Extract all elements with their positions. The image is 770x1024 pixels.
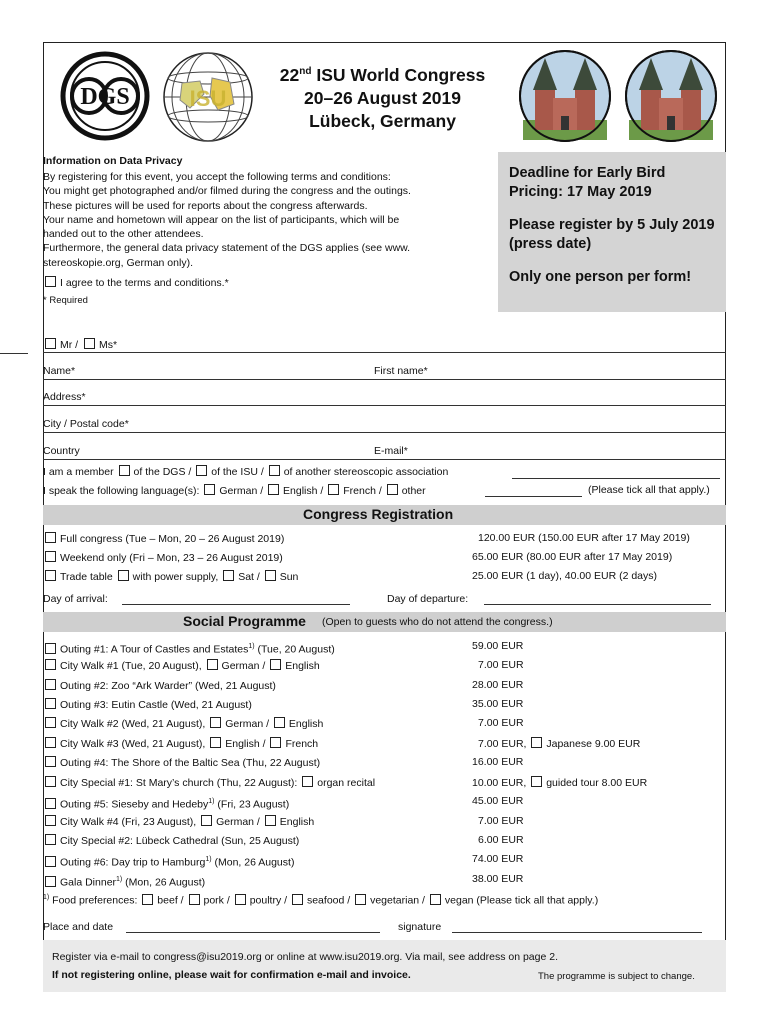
required-note: * Required: [43, 295, 88, 306]
sat-checkbox[interactable]: [223, 570, 234, 581]
cw3-english-label: English /: [225, 738, 266, 750]
city-walk-1-label: City Walk #1 (Tue, 20 August),: [60, 660, 202, 672]
member-other-label: of another stereoscopic association: [283, 466, 449, 478]
privacy-heading: Information on Data Privacy: [43, 155, 183, 167]
city-input-line[interactable]: [43, 432, 726, 433]
pork-checkbox[interactable]: [189, 894, 200, 905]
other-association-input-line[interactable]: [512, 478, 720, 479]
privacy-line: stereoskopie.org, German only).: [43, 256, 193, 269]
fold-mark: [0, 353, 28, 354]
address-label: Address*: [43, 391, 86, 403]
ms-label: Ms*: [99, 339, 118, 351]
city-walk-2-price: 7.00 EUR: [478, 717, 524, 729]
languages-row: [43, 484, 426, 498]
weekend-row: [45, 551, 283, 565]
footnote-marker: 1): [43, 894, 50, 901]
city-walk-1-checkbox[interactable]: [45, 659, 56, 670]
outing-5-date: (Fri, 23 August): [214, 798, 290, 811]
outing-1-date: (Tue, 20 August): [254, 643, 335, 656]
register-by-date: Please register by 5 July 2019 (press date): [509, 217, 715, 252]
lang-english-label: English /: [283, 485, 324, 497]
outing-2-row: [45, 679, 276, 693]
trade-table-row: [45, 570, 298, 584]
cw1-german-checkbox[interactable]: [207, 659, 218, 670]
outing-2-label: Outing #2: Zoo “Ark Warder” (Wed, 21 August): [60, 680, 276, 692]
outing-3-row: [45, 698, 252, 712]
lang-other-label: other: [401, 485, 426, 497]
outing-2-checkbox[interactable]: [45, 679, 56, 690]
seafood-label: seafood /: [306, 894, 351, 907]
gala-dinner-price: 38.00 EUR: [472, 873, 524, 885]
sat-label: Sat /: [238, 571, 260, 583]
outing-5-price: 45.00 EUR: [472, 795, 524, 807]
country-label: Country: [43, 445, 80, 457]
vegan-checkbox[interactable]: [430, 894, 441, 905]
address-input-line[interactable]: [43, 405, 726, 406]
cw1-english-checkbox[interactable]: [270, 659, 281, 670]
vegetarian-label: vegetarian /: [370, 894, 425, 907]
privacy-text: [43, 170, 411, 270]
city-special-1-price: 10.00 EUR,: [472, 777, 527, 789]
cw3-english-checkbox[interactable]: [210, 737, 221, 748]
event-title-block: [255, 60, 510, 133]
cw4-german-label: German /: [216, 816, 260, 828]
city-label: City / Postal code*: [43, 418, 129, 430]
footnote-marker: 1): [116, 876, 123, 883]
full-congress-checkbox[interactable]: [45, 532, 56, 543]
agree-terms-checkbox[interactable]: [45, 276, 56, 287]
cw2-english-checkbox[interactable]: [274, 717, 285, 728]
outing-6-label: Outing #6: Day trip to Hamburg: [60, 856, 206, 869]
city-walk-2-row: [45, 717, 323, 731]
lang-other-checkbox[interactable]: [387, 484, 398, 495]
outing-6-row: [45, 853, 294, 870]
city-walk-4-checkbox[interactable]: [45, 815, 56, 826]
organ-recital-label: organ recital: [317, 777, 376, 789]
outing-5-label: Outing #5: Sieseby and Hedeby: [60, 798, 209, 811]
departure-input-line[interactable]: [484, 604, 711, 605]
outing-6-price: 74.00 EUR: [472, 853, 524, 865]
outing-6-checkbox[interactable]: [45, 856, 56, 867]
mr-label: Mr /: [60, 339, 79, 351]
lang-english-checkbox[interactable]: [268, 484, 279, 495]
lang-german-label: German /: [219, 485, 264, 497]
organ-recital-checkbox[interactable]: [302, 776, 313, 787]
footer-change-note: The programme is subject to change.: [538, 971, 695, 982]
privacy-line: handed out to the other attendees.: [43, 228, 204, 241]
social-programme-subtitle: (Open to guests who do not attend the congress.): [322, 616, 553, 628]
salutation-line: [43, 352, 726, 353]
event-dates: 20–26 August 2019: [304, 87, 461, 108]
city-walk-3-price: 7.00 EUR,: [478, 738, 527, 750]
outing-6-date: (Mon, 26 August): [211, 856, 295, 869]
dgs-logo: [55, 50, 165, 142]
outing-3-checkbox[interactable]: [45, 698, 56, 709]
city-walk-1-row: [45, 659, 320, 673]
holstentor-icon: [626, 51, 716, 141]
outing-4-label: Outing #4: The Shore of the Baltic Sea (Thu, 22 August): [60, 757, 321, 769]
lang-french-label: French /: [343, 485, 382, 497]
full-congress-row: [45, 532, 284, 546]
outing-5-checkbox[interactable]: [45, 798, 56, 809]
cw3-japanese-label: Japanese 9.00 EUR: [546, 738, 641, 750]
ms-checkbox[interactable]: [84, 338, 95, 349]
place-date-input-line[interactable]: [126, 932, 380, 933]
footer-confirmation-note: If not registering online, please wait for confirmation e-mail and invoice.: [52, 969, 411, 981]
gala-dinner-label: Gala Dinner: [60, 876, 117, 889]
arrival-label: Day of arrival:: [43, 593, 108, 605]
city-special-1-price-row: [472, 776, 647, 789]
early-bird-deadline: Deadline for Early Bird Pricing: 17 May 2019: [509, 165, 666, 200]
congress-registration-title: Congress Registration: [303, 506, 454, 522]
member-dgs-checkbox[interactable]: [119, 465, 130, 476]
outing-1-row: [45, 640, 335, 657]
outing-4-checkbox[interactable]: [45, 756, 56, 767]
languages-note: (Please tick all that apply.): [588, 484, 710, 496]
beef-label: beef /: [157, 894, 184, 907]
outing-3-label: Outing #3: Eutin Castle (Wed, 21 August): [60, 699, 252, 711]
member-isu-label: of the ISU /: [211, 466, 264, 478]
congress-registration-bar: [43, 505, 726, 525]
salutation-row: [45, 338, 117, 352]
social-programme-bar: [43, 612, 726, 632]
vegetarian-checkbox[interactable]: [355, 894, 366, 905]
isu-globe-logo: [160, 48, 256, 146]
agree-terms-row: [45, 276, 229, 290]
outing-1-price: 59.00 EUR: [472, 640, 524, 652]
city-special-1-label: City Special #1: St Mary’s church (Thu, 22 August):: [60, 777, 298, 789]
vegan-label: vegan (Please tick all that apply.): [444, 894, 599, 907]
languages-label: I speak the following language(s):: [43, 485, 200, 497]
footer-register-info: Register via e-mail to congress@isu2019.org or online at www.isu2019.org. Via mail, see address on page 2.: [52, 951, 558, 963]
city-special-2-row: [45, 834, 299, 848]
name-label: Name*: [43, 365, 76, 377]
privacy-line: Furthermore, the general data privacy statement of the DGS applies (see www.: [43, 242, 411, 255]
cw4-english-label: English: [279, 816, 315, 828]
beef-checkbox[interactable]: [142, 894, 153, 905]
cw4-english-checkbox[interactable]: [265, 815, 276, 826]
full-congress-label: Full congress (Tue – Mon, 20 – 26 August 2019): [60, 533, 285, 545]
event-location: Lübeck, Germany: [309, 110, 456, 131]
sun-checkbox[interactable]: [265, 570, 276, 581]
outing-4-row: [45, 756, 320, 770]
outing-3-price: 35.00 EUR: [472, 698, 524, 710]
city-walk-1-price: 7.00 EUR: [478, 659, 524, 671]
name-input-line[interactable]: [43, 379, 726, 380]
city-walk-2-checkbox[interactable]: [45, 717, 56, 728]
email-label: E-mail*: [374, 445, 408, 457]
event-title: 22nd ISU World Congress: [279, 64, 486, 85]
arrival-input-line[interactable]: [122, 604, 350, 605]
member-other-checkbox[interactable]: [269, 465, 280, 476]
weekend-label: Weekend only (Fri – Mon, 23 – 26 August 2019): [60, 552, 283, 564]
gala-dinner-row: [45, 873, 205, 890]
food-preferences-row: [43, 891, 598, 908]
notice-box: [498, 152, 726, 312]
poultry-checkbox[interactable]: [235, 894, 246, 905]
gala-dinner-checkbox[interactable]: [45, 876, 56, 887]
cw2-english-label: English: [288, 718, 324, 730]
cw3-french-checkbox[interactable]: [270, 737, 281, 748]
outing-1-label: Outing #1: A Tour of Castles and Estates: [60, 643, 249, 656]
privacy-line: These pictures will be used for reports about the congress afterwards.: [43, 199, 368, 212]
lang-french-checkbox[interactable]: [328, 484, 339, 495]
city-walk-3-checkbox[interactable]: [45, 737, 56, 748]
guided-tour-checkbox[interactable]: [531, 776, 542, 787]
city-walk-4-row: [45, 815, 314, 829]
city-special-2-label: City Special #2: Lübeck Cathedral (Sun, 25 August): [60, 835, 300, 847]
city-special-2-price: 6.00 EUR: [478, 834, 524, 846]
power-supply-checkbox[interactable]: [118, 570, 129, 581]
lang-german-checkbox[interactable]: [204, 484, 215, 495]
trade-table-price: 25.00 EUR (1 day), 40.00 EUR (2 days): [472, 570, 658, 582]
cw4-german-checkbox[interactable]: [201, 815, 212, 826]
footnote-marker: 1): [205, 856, 212, 863]
mr-checkbox[interactable]: [45, 338, 56, 349]
departure-label: Day of departure:: [387, 593, 469, 605]
pork-label: pork /: [203, 894, 230, 907]
member-label: I am a member: [43, 466, 114, 478]
weekend-checkbox[interactable]: [45, 551, 56, 562]
privacy-line: Your name and hometown will appear on the list of participants, which will be: [43, 213, 400, 226]
seafood-checkbox[interactable]: [292, 894, 303, 905]
country-email-input-line[interactable]: [43, 459, 726, 460]
svg-text:ISU: ISU: [189, 86, 227, 111]
power-supply-label: with power supply,: [132, 571, 219, 583]
outing-5-row: [45, 795, 289, 812]
holstentor-icon: [520, 51, 610, 141]
weekend-price: 65.00 EUR (80.00 EUR after 17 May 2019): [472, 551, 673, 563]
city-special-2-checkbox[interactable]: [45, 834, 56, 845]
cw3-french-label: French: [285, 738, 319, 750]
signature-input-line[interactable]: [452, 932, 702, 933]
outing-4-price: 16.00 EUR: [472, 756, 524, 768]
sun-label: Sun: [279, 571, 299, 583]
guided-tour-label: guided tour 8.00 EUR: [546, 777, 648, 789]
first-name-label: First name*: [374, 365, 428, 377]
city-walk-4-price: 7.00 EUR: [478, 815, 524, 827]
cw1-english-label: English: [285, 660, 320, 672]
footer-box: [43, 940, 726, 992]
trade-table-checkbox[interactable]: [45, 570, 56, 581]
agree-terms-label: I agree to the terms and conditions.*: [60, 277, 229, 289]
city-special-1-row: [45, 776, 375, 790]
outing-1-checkbox[interactable]: [45, 643, 56, 654]
city-walk-3-price-row: [478, 737, 640, 750]
poultry-label: poultry /: [249, 894, 288, 907]
member-isu-checkbox[interactable]: [196, 465, 207, 476]
member-dgs-label: of the DGS /: [133, 466, 192, 478]
one-person-notice: Only one person per form!: [509, 269, 692, 285]
privacy-line: You might get photographed and/or filmed during the congress and the outings.: [43, 185, 411, 198]
footnote-marker: 1): [208, 798, 215, 805]
membership-row: [43, 465, 448, 479]
city-walk-4-label: City Walk #4 (Fri, 23 August),: [60, 816, 197, 828]
svg-text:DGS: DGS: [80, 84, 130, 110]
outing-2-price: 28.00 EUR: [472, 679, 524, 691]
footnote-marker: 1): [248, 643, 255, 650]
signature-label: signature: [398, 921, 442, 933]
other-language-input-line[interactable]: [485, 496, 582, 497]
privacy-line: By registering for this event, you accept the following terms and conditions:: [43, 171, 391, 183]
full-congress-price: 120.00 EUR (150.00 EUR after 17 May 2019): [478, 532, 690, 544]
place-date-label: Place and date: [43, 921, 114, 933]
cw1-german-label: German /: [221, 660, 266, 672]
city-special-1-checkbox[interactable]: [45, 776, 56, 787]
cw2-german-label: German /: [225, 718, 269, 730]
holstentor-images: [515, 48, 723, 144]
cw2-german-checkbox[interactable]: [210, 717, 221, 728]
cw3-japanese-checkbox[interactable]: [531, 737, 542, 748]
food-preferences-label: Food preferences:: [52, 894, 138, 907]
city-walk-3-label: City Walk #3 (Wed, 21 August),: [60, 738, 206, 750]
city-walk-2-label: City Walk #2 (Wed, 21 August),: [60, 718, 206, 730]
gala-dinner-date: (Mon, 26 August): [122, 876, 206, 889]
social-programme-title: Social Programme: [183, 613, 306, 629]
trade-table-label: Trade table: [60, 571, 113, 583]
city-walk-3-row: [45, 737, 318, 751]
